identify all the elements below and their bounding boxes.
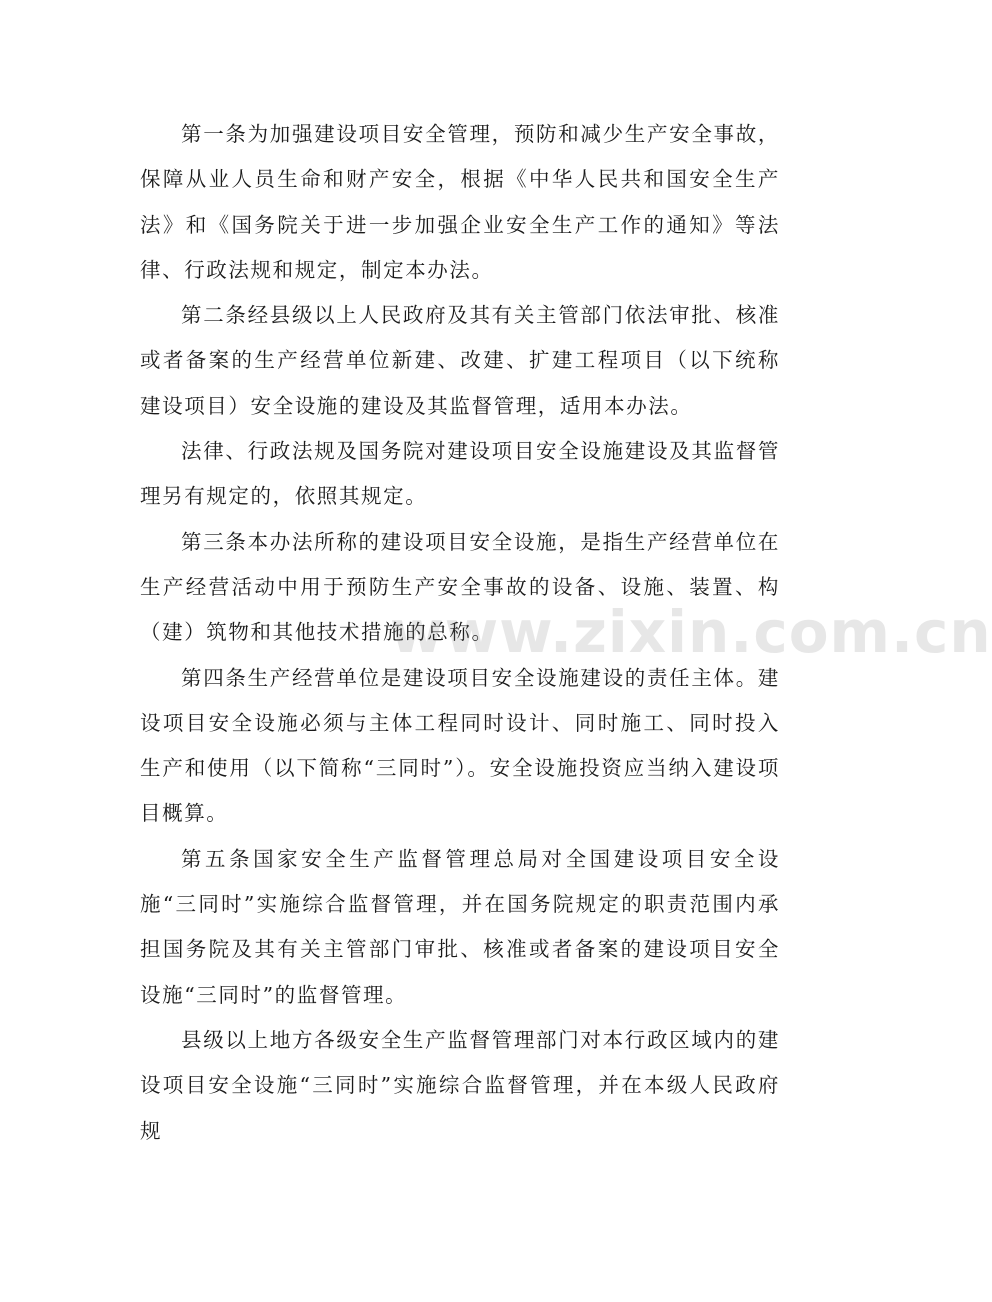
document-body — [140, 112, 780, 1154]
paragraph-article-5-supplement: 县级以上地方各级安全生产监督管理部门对本行政区域内的建设项目安全设施“三同时”实施综合监督管理，并在本级人民政府规 — [140, 1027, 780, 1143]
watermark: www.zixin.com.cn — [390, 598, 992, 666]
paragraph-article-4: 第四条生产经营单位是建设项目安全设施建设的责任主体。建设项目安全设施必须与主体工程同时设计、同时施工、同时投入生产和使用（以下简称“三同时”）。安全设施投资应当纳入建设项目概算。 — [140, 665, 780, 826]
paragraph-article-5: 第五条国家安全生产监督管理总局对全国建设项目安全设施“三同时”实施综合监督管理，并在国务院规定的职责范围内承担国务院及其有关主管部门审批、核准或者备案的建设项目安全设施“三同时”的监督管理。 — [140, 846, 780, 1007]
paragraph-article-3: 第三条本办法所称的建设项目安全设施，是指生产经营单位在生产经营活动中用于预防生产安全事故的设备、设施、装置、构（建）筑物和其他技术措施的总称。 — [140, 529, 780, 645]
paragraph-article-2-supplement: 法律、行政法规及国务院对建设项目安全设施建设及其监督管理另有规定的，依照其规定。 — [140, 439, 780, 509]
paragraph-article-2: 第二条经县级以上人民政府及其有关主管部门依法审批、核准或者备案的生产经营单位新建、改建、扩建工程项目（以下统称建设项目）安全设施的建设及其监督管理，适用本办法。 — [140, 303, 780, 418]
paragraph-article-1: 第一条为加强建设项目安全管理，预防和减少生产安全事故，保障从业人员生命和财产安全，根据《中华人民共和国安全生产法》和《国务院关于进一步加强企业安全生产工作的通知》等法律、行政法规和规定，制定本办法。 — [140, 122, 780, 282]
